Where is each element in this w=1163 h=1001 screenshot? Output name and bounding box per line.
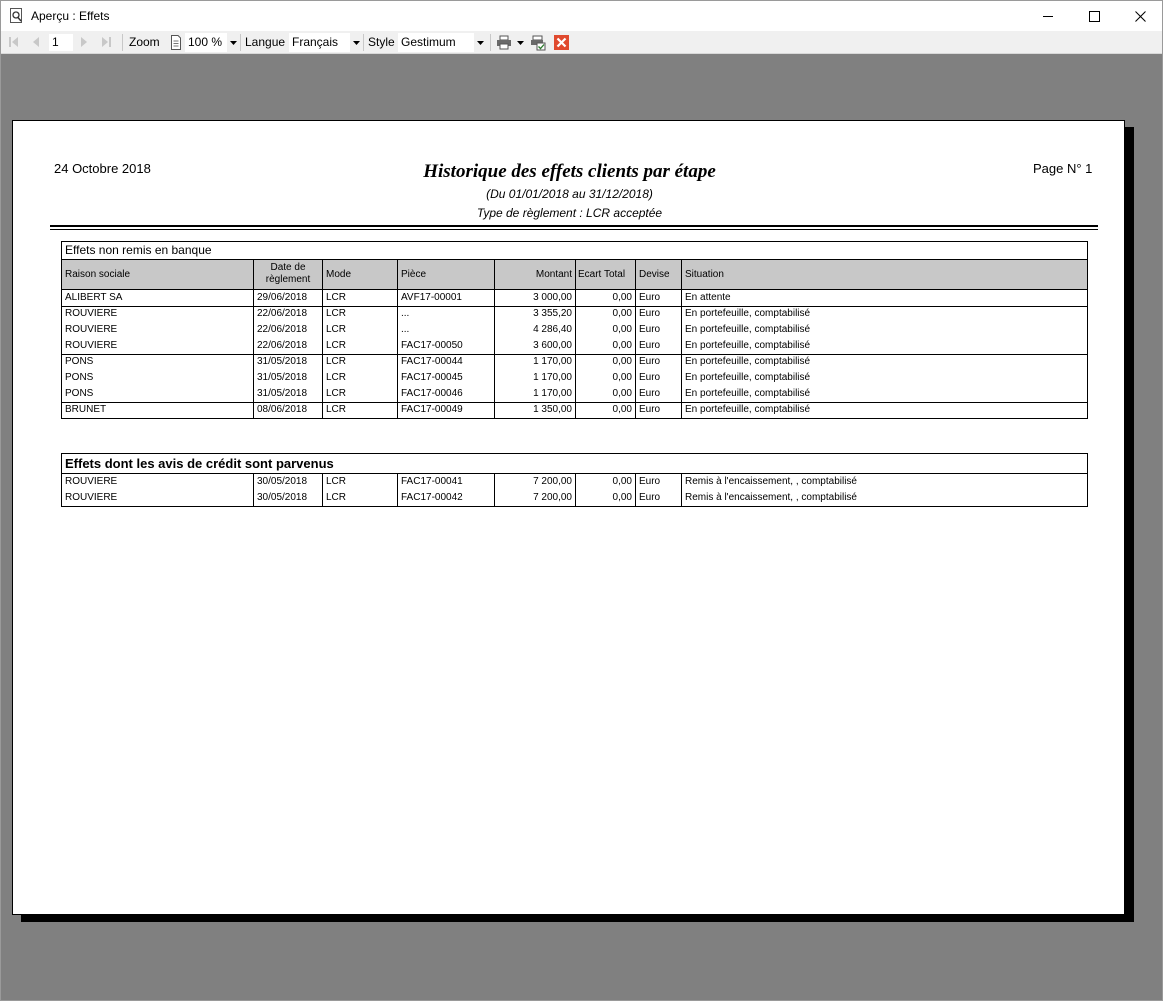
page-number: Page N° 1 xyxy=(1033,161,1093,176)
table-cell: 3 600,00 xyxy=(495,338,576,354)
table-cell: ALIBERT SA xyxy=(62,290,254,306)
table-cell: Euro xyxy=(636,370,682,386)
table-cell: LCR xyxy=(323,386,398,402)
style-select[interactable]: Gestimum xyxy=(398,33,474,52)
table-cell: 0,00 xyxy=(576,322,636,338)
print-setup-icon[interactable] xyxy=(530,34,547,51)
print-dropdown-icon[interactable] xyxy=(514,33,524,52)
toolbar-separator xyxy=(122,34,123,51)
header-rule xyxy=(50,225,1098,227)
table-cell: ... xyxy=(398,307,495,322)
column-header: Raison sociale xyxy=(62,260,254,289)
table-cell: Euro xyxy=(636,490,682,506)
close-preview-icon[interactable] xyxy=(554,35,569,50)
table-cell: 30/05/2018 xyxy=(254,474,323,490)
section-title: Effets dont les avis de crédit sont parvenus xyxy=(62,454,1087,474)
column-header: Date de règlement xyxy=(254,260,323,289)
table-cell: Euro xyxy=(636,474,682,490)
page-number-input[interactable]: 1 xyxy=(48,33,74,52)
table-cell: ROUVIERE xyxy=(62,307,254,322)
previous-page-icon[interactable] xyxy=(29,35,43,49)
table-row xyxy=(62,370,1087,386)
column-header: Pièce xyxy=(398,260,495,289)
table-cell: FAC17-00049 xyxy=(398,403,495,418)
table-cell: LCR xyxy=(323,370,398,386)
table-cell: LCR xyxy=(323,355,398,370)
report-period: (Du 01/01/2018 au 31/12/2018) xyxy=(486,187,653,201)
table-cell: LCR xyxy=(323,290,398,306)
table-cell: 0,00 xyxy=(576,355,636,370)
table-cell: AVF17-00001 xyxy=(398,290,495,306)
table-cell: FAC17-00046 xyxy=(398,386,495,402)
table-cell: FAC17-00044 xyxy=(398,355,495,370)
preview-magnifier-icon xyxy=(10,8,24,24)
table-cell: Remis à l'encaissement, , comptabilisé xyxy=(685,476,857,487)
table-cell: Euro xyxy=(636,322,682,338)
column-header: Situation xyxy=(685,269,724,280)
table-cell: ... xyxy=(398,322,495,338)
table-cell: 0,00 xyxy=(576,490,636,506)
table-cell: 7 200,00 xyxy=(495,474,576,490)
table-cell: LCR xyxy=(323,338,398,354)
table-cell: ROUVIERE xyxy=(62,338,254,354)
table-cell: PONS xyxy=(62,355,254,370)
table-cell: 22/06/2018 xyxy=(254,307,323,322)
table-row xyxy=(62,290,1087,306)
section-avis-credit xyxy=(61,453,1088,507)
zoom-select[interactable]: 100 % xyxy=(185,33,227,52)
page-icon[interactable] xyxy=(169,35,183,49)
table-cell: En attente xyxy=(685,292,731,303)
table-body xyxy=(62,290,1087,418)
close-button[interactable] xyxy=(1117,1,1163,31)
window-title: Aperçu : Effets xyxy=(31,9,110,23)
toolbar-separator xyxy=(490,34,491,51)
table-cell: ROUVIERE xyxy=(62,474,254,490)
report-type: Type de règlement : LCR acceptée xyxy=(476,206,663,220)
next-page-icon[interactable] xyxy=(77,35,91,49)
table-cell: 1 350,00 xyxy=(495,403,576,418)
table-cell: FAC17-00045 xyxy=(398,370,495,386)
table-cell: 1 170,00 xyxy=(495,370,576,386)
printer-icon[interactable] xyxy=(496,35,512,49)
table-cell: Remis à l'encaissement, , comptabilisé xyxy=(685,492,857,503)
section-title: Effets non remis en banque xyxy=(62,242,1087,260)
table-cell: 0,00 xyxy=(576,370,636,386)
table-cell: 1 170,00 xyxy=(495,355,576,370)
table-cell: PONS xyxy=(62,386,254,402)
table-row xyxy=(62,474,1087,490)
table-row xyxy=(62,338,1087,354)
column-header: Montant xyxy=(495,260,576,289)
table-row xyxy=(62,322,1087,338)
table-row xyxy=(62,490,1087,506)
table-cell: FAC17-00050 xyxy=(398,338,495,354)
table-cell: 31/05/2018 xyxy=(254,355,323,370)
table-cell: En portefeuille, comptabilisé xyxy=(685,324,811,335)
table-cell: 31/05/2018 xyxy=(254,386,323,402)
preview-viewport[interactable] xyxy=(1,54,1162,1000)
table-cell: ROUVIERE xyxy=(62,490,254,506)
section-effets-non-remis xyxy=(61,241,1088,419)
table-row xyxy=(62,386,1087,402)
table-cell: Euro xyxy=(636,307,682,322)
table-cell: 3 000,00 xyxy=(495,290,576,306)
table-cell: FAC17-00041 xyxy=(398,474,495,490)
table-cell: LCR xyxy=(323,403,398,418)
table-cell: 0,00 xyxy=(576,403,636,418)
table-cell: Euro xyxy=(636,290,682,306)
langue-label: Langue xyxy=(245,35,286,49)
column-header: Ecart Total xyxy=(576,260,636,289)
table-cell: 29/06/2018 xyxy=(254,290,323,306)
table-cell: En portefeuille, comptabilisé xyxy=(685,372,811,383)
table-cell: 0,00 xyxy=(576,290,636,306)
header-rule xyxy=(50,229,1098,230)
table-cell: 4 286,40 xyxy=(495,322,576,338)
table-cell: 1 170,00 xyxy=(495,386,576,402)
table-cell: 7 200,00 xyxy=(495,490,576,506)
toolbar-separator xyxy=(363,34,364,51)
zoom-label: Zoom xyxy=(129,35,160,49)
table-cell: FAC17-00042 xyxy=(398,490,495,506)
report-date: 24 Octobre 2018 xyxy=(54,161,151,176)
minimize-button[interactable] xyxy=(1025,1,1071,31)
table-cell: LCR xyxy=(323,322,398,338)
langue-select[interactable]: Français xyxy=(289,33,350,52)
report-page xyxy=(12,120,1125,915)
table-cell: Euro xyxy=(636,403,682,418)
table-cell: LCR xyxy=(323,307,398,322)
table-cell: LCR xyxy=(323,490,398,506)
style-dropdown-icon[interactable] xyxy=(474,33,486,52)
table-cell: PONS xyxy=(62,370,254,386)
table-cell: En portefeuille, comptabilisé xyxy=(685,356,811,367)
table-row xyxy=(62,402,1087,418)
table-row xyxy=(62,354,1087,370)
column-header: Devise xyxy=(636,260,682,289)
column-header: Mode xyxy=(323,260,398,289)
table-cell: 31/05/2018 xyxy=(254,370,323,386)
report-title: Historique des effets clients par étape xyxy=(423,161,716,182)
table-cell: En portefeuille, comptabilisé xyxy=(685,308,811,319)
langue-dropdown-icon[interactable] xyxy=(350,33,362,52)
style-label: Style xyxy=(368,35,395,49)
table-cell: Euro xyxy=(636,338,682,354)
table-cell: En portefeuille, comptabilisé xyxy=(685,388,811,399)
zoom-dropdown-icon[interactable] xyxy=(227,33,239,52)
table-cell: 30/05/2018 xyxy=(254,490,323,506)
table-cell: 0,00 xyxy=(576,338,636,354)
table-cell: 0,00 xyxy=(576,474,636,490)
last-page-icon[interactable] xyxy=(99,35,113,49)
table-cell: LCR xyxy=(323,474,398,490)
table-cell: 0,00 xyxy=(576,386,636,402)
table-cell: ROUVIERE xyxy=(62,322,254,338)
maximize-button[interactable] xyxy=(1071,1,1117,31)
table-cell: En portefeuille, comptabilisé xyxy=(685,404,811,415)
table-cell: Euro xyxy=(636,355,682,370)
table-header xyxy=(62,260,1087,290)
table-cell: 3 355,20 xyxy=(495,307,576,322)
table-cell: 22/06/2018 xyxy=(254,338,323,354)
table-cell: 22/06/2018 xyxy=(254,322,323,338)
title-bar xyxy=(1,1,1162,31)
table-body xyxy=(62,474,1087,506)
first-page-icon[interactable] xyxy=(7,35,21,49)
table-cell: En portefeuille, comptabilisé xyxy=(685,340,811,351)
table-cell: BRUNET xyxy=(62,403,254,418)
table-row xyxy=(62,306,1087,322)
preview-toolbar xyxy=(1,31,1162,54)
table-cell: Euro xyxy=(636,386,682,402)
toolbar-separator xyxy=(240,34,241,51)
table-cell: 08/06/2018 xyxy=(254,403,323,418)
table-cell: 0,00 xyxy=(576,307,636,322)
